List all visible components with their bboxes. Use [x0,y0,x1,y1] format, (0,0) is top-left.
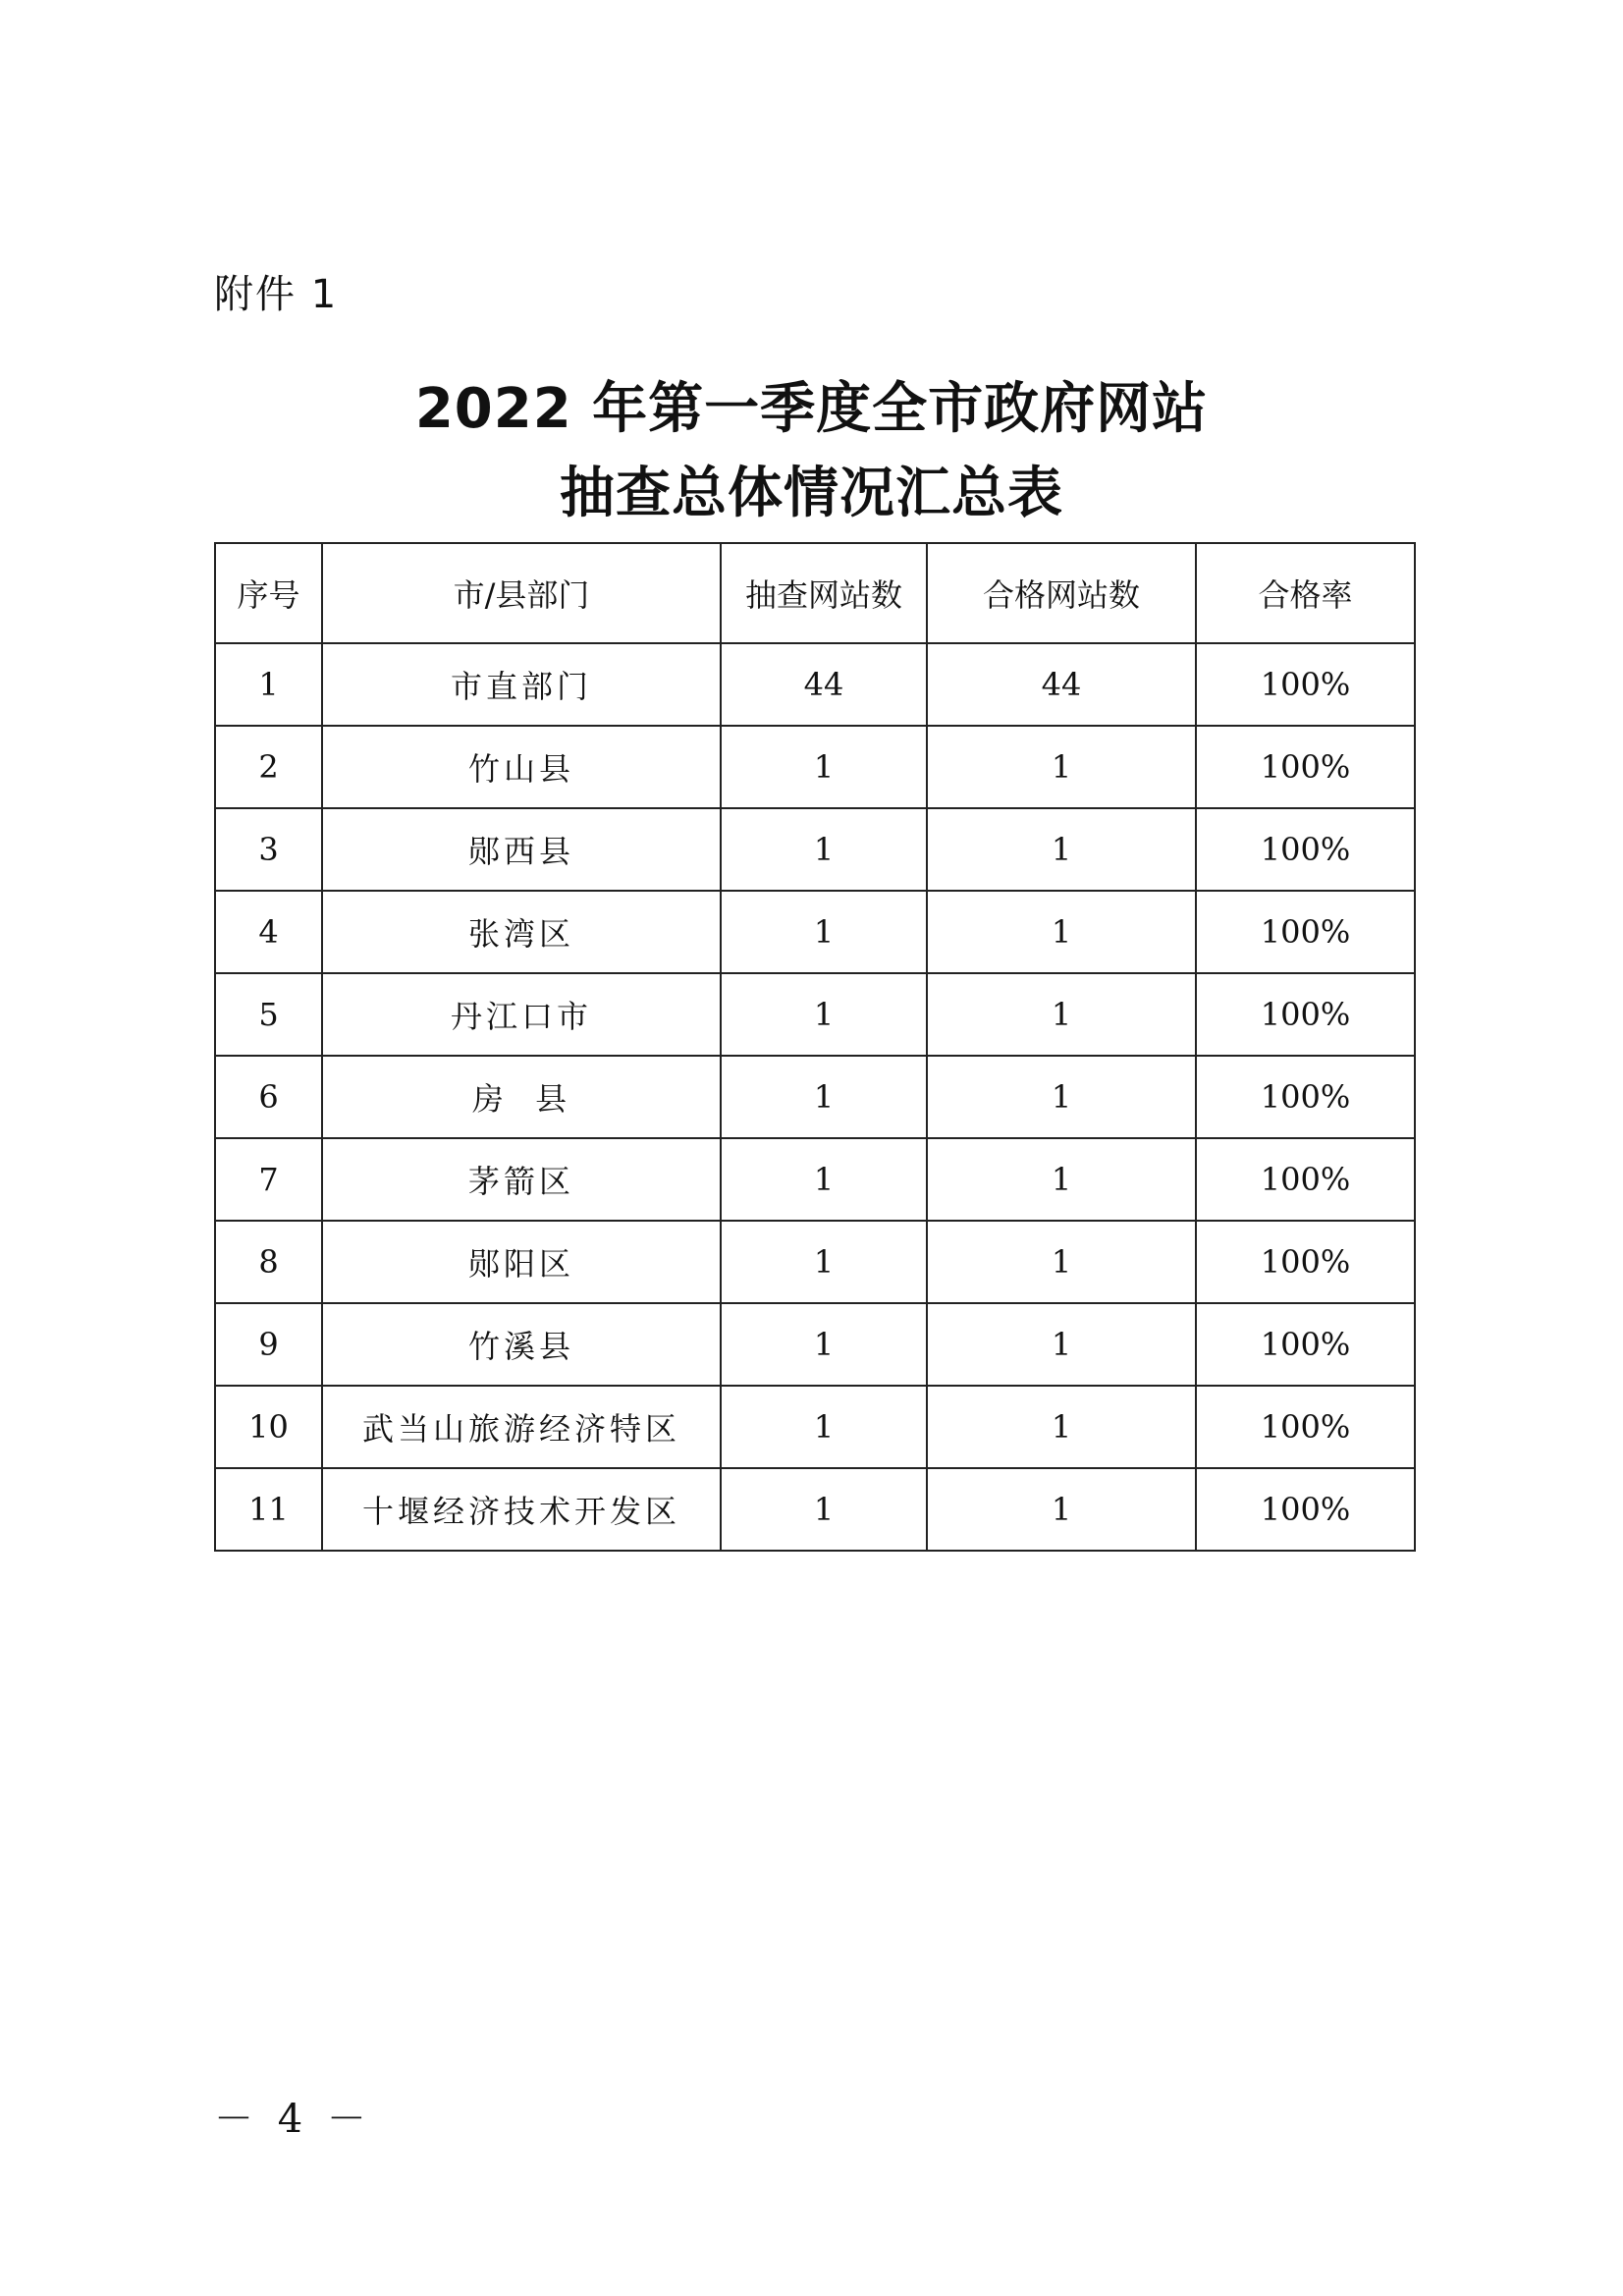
cell-index: 8 [215,1221,322,1303]
cell-sampled-count: 1 [721,973,927,1056]
cell-sampled-count: 1 [721,1386,927,1468]
cell-index: 4 [215,891,322,973]
document-title-line-2: 抽查总体情况汇总表 [560,462,1063,525]
cell-pass-rate: 100% [1196,1386,1415,1468]
document-title-line-1: 2022 年第一季度全市政府网站 [414,377,1209,441]
cell-qualified-count: 1 [927,1138,1196,1221]
cell-pass-rate: 100% [1196,643,1415,726]
summary-table [214,542,1416,1552]
cell-department: 武当山旅游经济特区 [322,1386,721,1468]
cell-pass-rate: 100% [1196,1303,1415,1386]
cell-pass-rate: 100% [1196,808,1415,891]
cell-qualified-count: 1 [927,973,1196,1056]
table-row [215,726,1415,808]
cell-index: 9 [215,1303,322,1386]
cell-pass-rate: 100% [1196,1056,1415,1138]
cell-department: 张湾区 [322,891,721,973]
cell-pass-rate: 100% [1196,891,1415,973]
table-row [215,891,1415,973]
cell-pass-rate: 100% [1196,726,1415,808]
header-sampled-count: 抽查网站数 [721,543,927,643]
cell-sampled-count: 1 [721,1138,927,1221]
cell-qualified-count: 1 [927,1221,1196,1303]
cell-department: 竹山县 [322,726,721,808]
cell-qualified-count: 1 [927,1056,1196,1138]
cell-pass-rate: 100% [1196,973,1415,1056]
cell-index: 11 [215,1468,322,1551]
cell-index: 6 [215,1056,322,1138]
cell-department: 房 县 [322,1056,721,1138]
cell-sampled-count: 1 [721,1303,927,1386]
cell-pass-rate: 100% [1196,1221,1415,1303]
cell-pass-rate: 100% [1196,1468,1415,1551]
header-pass-rate: 合格率 [1196,543,1415,643]
cell-qualified-count: 1 [927,1386,1196,1468]
cell-department: 丹江口市 [322,973,721,1056]
cell-qualified-count: 1 [927,808,1196,891]
table-row [215,643,1415,726]
cell-index: 10 [215,1386,322,1468]
cell-index: 7 [215,1138,322,1221]
table-row [215,1138,1415,1221]
cell-sampled-count: 1 [721,1221,927,1303]
cell-index: 3 [215,808,322,891]
cell-department: 十堰经济技术开发区 [322,1468,721,1551]
cell-pass-rate: 100% [1196,1138,1415,1221]
cell-sampled-count: 1 [721,1468,927,1551]
cell-department: 竹溪县 [322,1303,721,1386]
table-row [215,808,1415,891]
cell-sampled-count: 1 [721,808,927,891]
attachment-label: 附件 1 [214,272,339,317]
table-row [215,1056,1415,1138]
cell-sampled-count: 1 [721,1056,927,1138]
table-row [215,1468,1415,1551]
cell-qualified-count: 1 [927,1303,1196,1386]
table-row [215,1303,1415,1386]
table-body [215,643,1415,1551]
cell-qualified-count: 1 [927,726,1196,808]
cell-qualified-count: 1 [927,1468,1196,1551]
cell-index: 2 [215,726,322,808]
cell-index: 5 [215,973,322,1056]
page-number: － 4 － [214,2097,372,2142]
header-department: 市/县部门 [322,543,721,643]
table-header-row [215,543,1415,643]
table-row [215,1221,1415,1303]
cell-department: 郧西县 [322,808,721,891]
cell-sampled-count: 1 [721,891,927,973]
cell-qualified-count: 1 [927,891,1196,973]
cell-qualified-count: 44 [927,643,1196,726]
cell-sampled-count: 44 [721,643,927,726]
cell-department: 市直部门 [322,643,721,726]
cell-sampled-count: 1 [721,726,927,808]
header-qualified-count: 合格网站数 [927,543,1196,643]
header-index: 序号 [215,543,322,643]
cell-index: 1 [215,643,322,726]
table-header [215,543,1415,643]
cell-department: 茅箭区 [322,1138,721,1221]
table-row [215,1386,1415,1468]
cell-department: 郧阳区 [322,1221,721,1303]
table-row [215,973,1415,1056]
